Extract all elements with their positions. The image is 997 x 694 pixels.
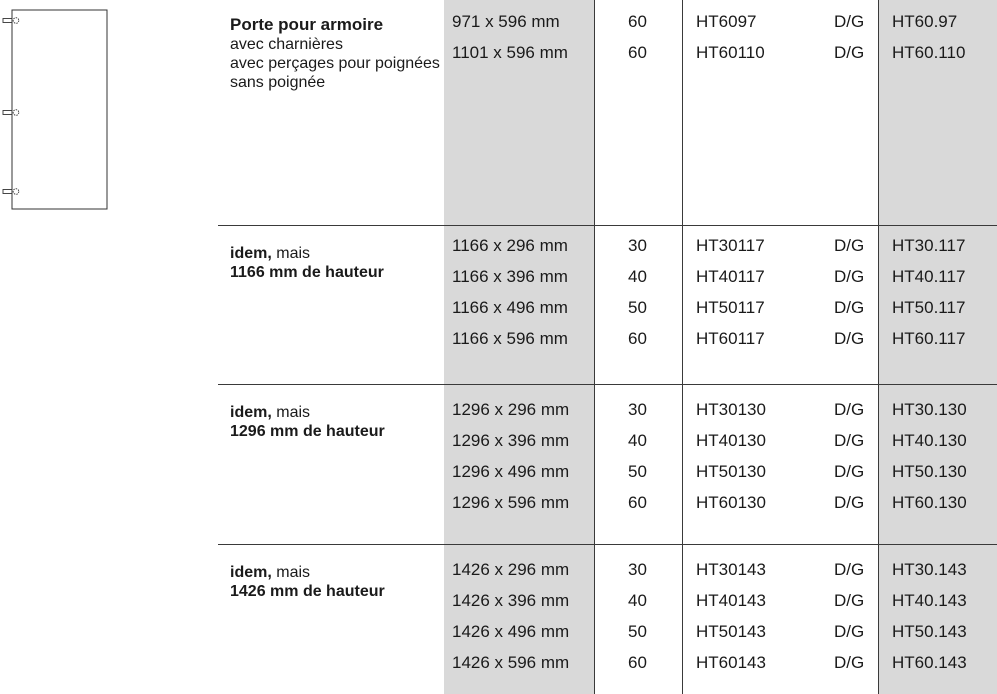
hinge-side-cell: D/G: [834, 400, 865, 419]
dimension-cell: 1166 x 296 mm: [452, 236, 568, 255]
article-code-cell: HT40143: [696, 591, 766, 610]
reference-cell: HT60.110: [892, 43, 966, 62]
dimension-cell: 1296 x 596 mm: [452, 493, 570, 512]
reference-cell: HT50.143: [892, 622, 967, 641]
dimension-cell: 1296 x 496 mm: [452, 462, 570, 481]
reference-cell: HT40.117: [892, 267, 966, 286]
hinge-icon: [3, 18, 19, 24]
quantity-cell: 30: [628, 400, 647, 419]
dimension-cell: 1296 x 296 mm: [452, 400, 570, 419]
reference-cell: HT30.143: [892, 560, 967, 579]
article-code-cell: HT30143: [696, 560, 766, 579]
hinge-side-cell: D/G: [834, 493, 865, 512]
description-fragment: mais: [271, 564, 311, 581]
table-row: [218, 560, 997, 591]
dimension-cell: 1166 x 496 mm: [452, 298, 568, 317]
table-row: [218, 431, 997, 462]
article-code-cell: HT40130: [696, 431, 766, 450]
dimension-cell: 1426 x 396 mm: [452, 591, 570, 610]
description-line: 1296 mm de hauteur: [230, 423, 385, 440]
quantity-cell: 40: [628, 591, 647, 610]
table-row: [218, 653, 997, 684]
article-code-cell: HT60117: [696, 329, 765, 348]
quantity-cell: 60: [628, 653, 647, 672]
quantity-cell: 40: [628, 431, 647, 450]
hinge-icon: [3, 189, 19, 195]
reference-cell: HT60.97: [892, 12, 958, 31]
cabinet-door-drawing: [0, 0, 120, 220]
article-code-cell: HT50143: [696, 622, 766, 641]
hinge-side-cell: D/G: [834, 43, 865, 62]
quantity-cell: 60: [628, 43, 647, 62]
hinge-side-cell: D/G: [834, 12, 865, 31]
row-divider: [218, 225, 997, 226]
reference-cell: HT40.143: [892, 591, 967, 610]
hinge-icon: [3, 110, 19, 116]
reference-cell: HT40.130: [892, 431, 967, 450]
dimension-cell: 1166 x 396 mm: [452, 267, 568, 286]
reference-cell: HT30.117: [892, 236, 966, 255]
table-row: [218, 591, 997, 622]
description-fragment: idem,: [230, 564, 272, 581]
dimension-cell: 971 x 596 mm: [452, 12, 560, 31]
table-row: [218, 43, 997, 74]
description-line: avec charnières: [230, 36, 343, 53]
article-code-cell: HT50117: [696, 298, 765, 317]
hinge-side-cell: D/G: [834, 560, 865, 579]
dimension-cell: 1166 x 596 mm: [452, 329, 568, 348]
article-code-cell: HT6097: [696, 12, 757, 31]
description-line: avec perçages pour poignées: [230, 55, 440, 72]
table-row: [218, 298, 997, 329]
quantity-cell: 50: [628, 298, 647, 317]
dimension-cell: 1426 x 596 mm: [452, 653, 570, 672]
article-code-cell: HT60110: [696, 43, 765, 62]
description-fragment: mais: [271, 404, 311, 421]
quantity-cell: 60: [628, 12, 647, 31]
table-row: [218, 236, 997, 267]
quantity-cell: 60: [628, 329, 647, 348]
reference-cell: HT60.130: [892, 493, 967, 512]
hinge-side-cell: D/G: [834, 236, 865, 255]
quantity-cell: 50: [628, 462, 647, 481]
dimension-cell: 1426 x 496 mm: [452, 622, 570, 641]
article-code-cell: HT60130: [696, 493, 766, 512]
door-panel: [12, 10, 107, 209]
table-row: [218, 493, 997, 524]
table-row: [218, 400, 997, 431]
dimension-cell: 1296 x 396 mm: [452, 431, 570, 450]
description-fragment: idem,: [230, 245, 272, 262]
article-code-cell: HT50130: [696, 462, 766, 481]
row-divider: [218, 544, 997, 545]
row-divider: [218, 384, 997, 385]
hinge-side-cell: D/G: [834, 591, 865, 610]
hinge-side-cell: D/G: [834, 653, 865, 672]
table-row: [218, 329, 997, 360]
quantity-cell: 50: [628, 622, 647, 641]
hinge-side-cell: D/G: [834, 329, 865, 348]
reference-cell: HT30.130: [892, 400, 967, 419]
description-fragment: idem,: [230, 404, 272, 421]
table-row: [218, 622, 997, 653]
quantity-cell: 60: [628, 493, 647, 512]
table-row: [218, 267, 997, 298]
hinge-side-cell: D/G: [834, 267, 865, 286]
description-line: 1166 mm de hauteur: [230, 264, 384, 281]
description-line: Porte pour armoire: [230, 15, 384, 34]
hinge-side-cell: D/G: [834, 622, 865, 641]
hinge-side-cell: D/G: [834, 431, 865, 450]
article-code-cell: HT30130: [696, 400, 766, 419]
description-line: sans poignée: [230, 74, 326, 91]
description-line: 1426 mm de hauteur: [230, 583, 385, 600]
hinge-side-cell: D/G: [834, 298, 865, 317]
article-code-cell: HT30117: [696, 236, 765, 255]
reference-cell: HT50.130: [892, 462, 967, 481]
article-code-cell: HT60143: [696, 653, 766, 672]
quantity-cell: 30: [628, 236, 647, 255]
reference-cell: HT50.117: [892, 298, 966, 317]
article-code-cell: HT40117: [696, 267, 765, 286]
dimension-cell: 1426 x 296 mm: [452, 560, 570, 579]
quantity-cell: 40: [628, 267, 647, 286]
quantity-cell: 30: [628, 560, 647, 579]
dimension-cell: 1101 x 596 mm: [452, 43, 568, 62]
table-row: [218, 462, 997, 493]
table-row: [218, 12, 997, 43]
hinge-side-cell: D/G: [834, 462, 865, 481]
description-fragment: mais: [271, 245, 311, 262]
reference-cell: HT60.143: [892, 653, 967, 672]
reference-cell: HT60.117: [892, 329, 966, 348]
